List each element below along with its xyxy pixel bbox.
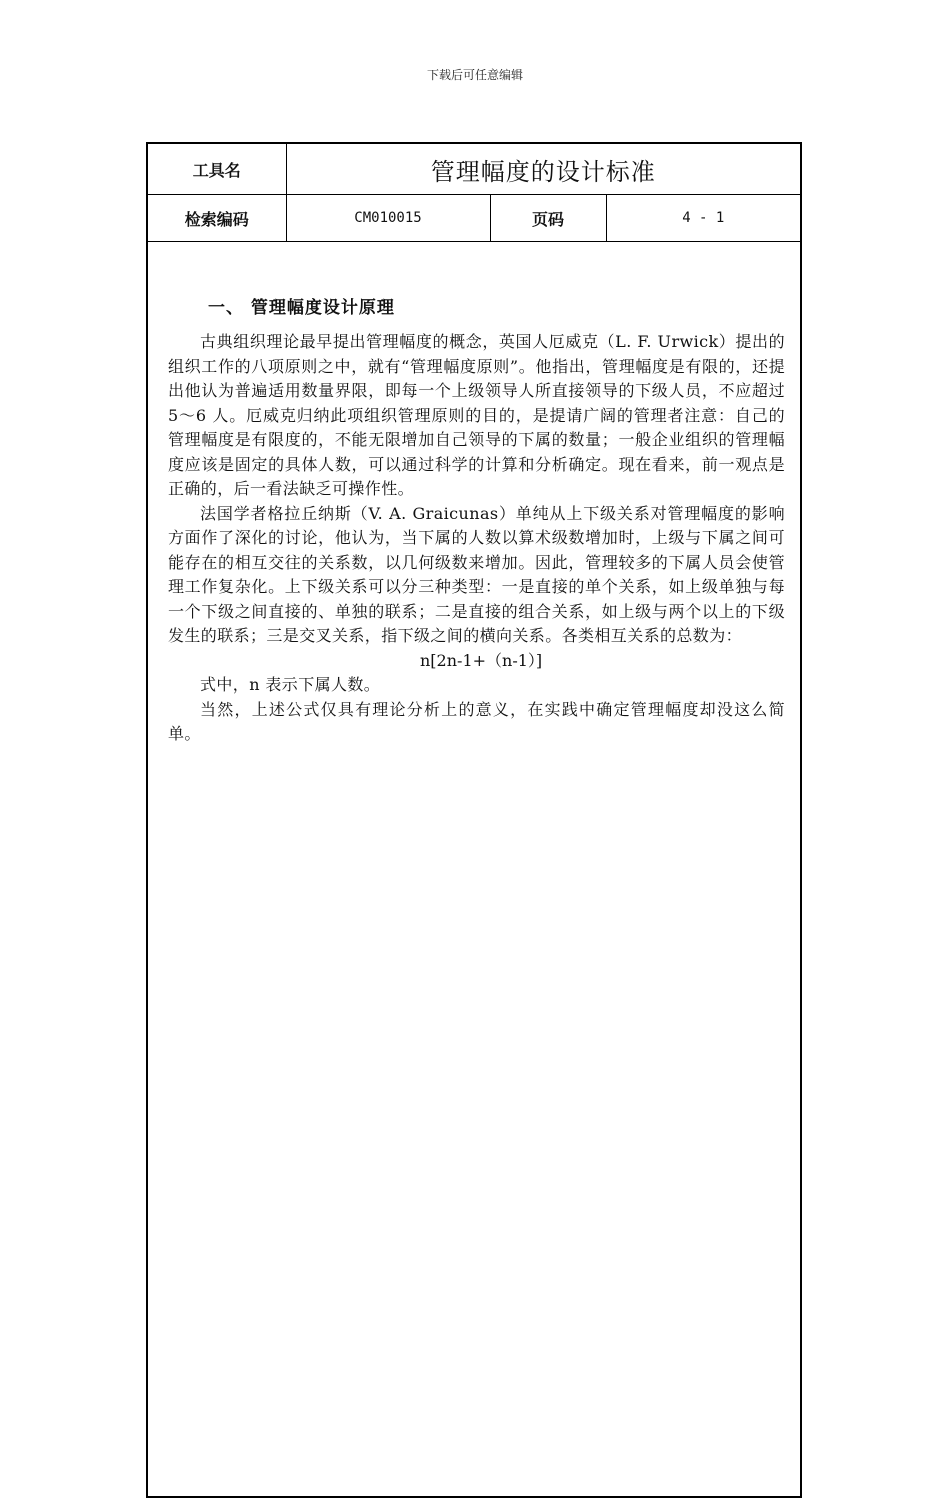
document-frame bbox=[146, 142, 802, 1498]
page-label: 页码 bbox=[490, 195, 606, 242]
page-value: 4 - 1 bbox=[606, 195, 800, 242]
paragraph: 法国学者格拉丘纳斯（V. A. Graicunas）单纯从上下级关系对管理幅度的影响方面作了深化的讨论，他认为，当下属的人数以算术级数增加时，上级与下属之间可能存在的相互交往的关系数，以几何级数来增加。因此，管理较多的下属人员会使管理工作复杂化。上下级关系可以分三种类型：一是直接的单个关系，如上级单独与每一个下级之间直接的、单独的联系；二是直接的组合关系，如上级与两个以上的下级发生的联系；三是交叉关系，指下级之间的横向关系。各类相互关系的总数为： bbox=[168, 503, 785, 645]
index-code-label: 检索编码 bbox=[148, 195, 286, 242]
section-heading: 一、 管理幅度设计原理 bbox=[208, 298, 395, 318]
formula: n[2n-1+（n-1）] bbox=[420, 650, 543, 670]
tool-name-label: 工具名 bbox=[148, 144, 286, 195]
header-note: 下载后可任意编辑 bbox=[426, 68, 523, 82]
paragraph: 古典组织理论最早提出管理幅度的概念，英国人厄威克（L. F. Urwick）提出的组织工作的八项原则之中，就有“管理幅度原则”。他指出，管理幅度是有限的，还提出他认为普遍适用数量界限，即每一个上级领导人所直接领导的下级人员，不应超过 5～6 人。厄威克归纳此项组织管理原则的目的，是提请广阔的管理者注意：自己的管理幅度是有限度的，不能无限增加自己领导的下属的数量；一般企业组织的管理幅度应该是固定的具体人数，可以通过科学的计算和分析确定。现在看来，前一观点是正确的，后一看法缺乏可操作性。 bbox=[168, 332, 785, 498]
header-table bbox=[148, 144, 800, 242]
index-code-value: CM010015 bbox=[286, 195, 490, 242]
paragraph: 式中，n 表示下属人数。 bbox=[200, 675, 381, 694]
tool-name-value: 管理幅度的设计标准 bbox=[286, 144, 800, 195]
paragraph: 当然，上述公式仅具有理论分析上的意义，在实践中确定管理幅度却没这么简单。 bbox=[168, 699, 785, 743]
content-body bbox=[168, 296, 785, 747]
